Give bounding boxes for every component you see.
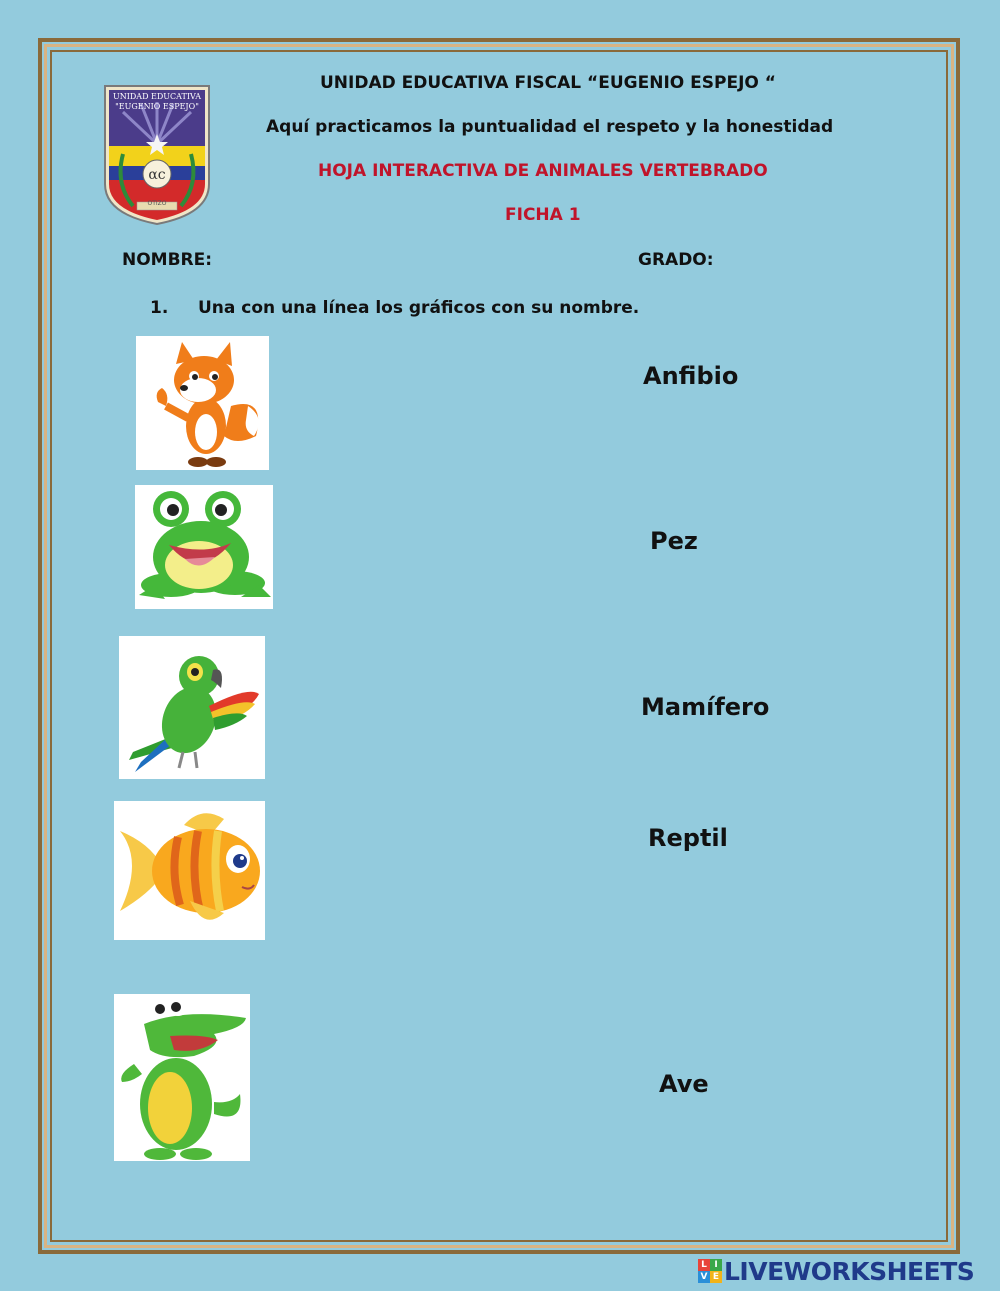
label-reptil[interactable]: Reptil	[648, 824, 728, 852]
label-anfibio[interactable]: Anfibio	[643, 362, 739, 390]
crest-ribbon-text: OTIZO	[147, 200, 167, 207]
grade-label: GRADO:	[638, 250, 714, 270]
parrot-picture[interactable]	[119, 636, 265, 779]
crocodile-icon	[114, 994, 250, 1161]
school-name: UNIDAD EDUCATIVA FISCAL “EUGENIO ESPEJO “	[320, 73, 776, 93]
crest-text-1: UNIDAD EDUCATIVA	[112, 92, 201, 101]
crocodile-picture[interactable]	[114, 994, 250, 1161]
school-crest-logo	[103, 84, 211, 226]
frog-picture[interactable]	[135, 485, 273, 609]
label-mamifero[interactable]: Mamífero	[641, 693, 770, 721]
name-label: NOMBRE:	[122, 250, 213, 270]
svg-text:αc: αc	[148, 167, 166, 183]
instruction-text: Una con una línea los gráficos con su nombre.	[198, 298, 640, 318]
fox-icon	[136, 336, 269, 470]
liveworksheets-wordmark: LIVEWORKSHEETS	[724, 1256, 975, 1286]
parrot-icon	[119, 636, 265, 779]
label-ave[interactable]: Ave	[659, 1070, 709, 1098]
sheet-number: FICHA 1	[505, 205, 581, 225]
school-motto: Aquí practicamos la puntualidad el respeto y la honestidad	[266, 117, 834, 137]
fox-picture[interactable]	[136, 336, 269, 470]
instruction-number: 1.	[150, 298, 169, 318]
sheet-title: HOJA INTERACTIVA DE ANIMALES VERTEBRADO	[318, 161, 768, 181]
liveworksheets-logo-icon: L I V E	[698, 1259, 722, 1283]
crest-text-2: "EUGENIO ESPEJO"	[115, 102, 199, 111]
fish-icon	[114, 801, 265, 940]
label-pez[interactable]: Pez	[650, 527, 698, 555]
liveworksheets-brand	[698, 1256, 974, 1286]
frog-icon	[135, 485, 273, 609]
fish-picture[interactable]	[114, 801, 265, 940]
